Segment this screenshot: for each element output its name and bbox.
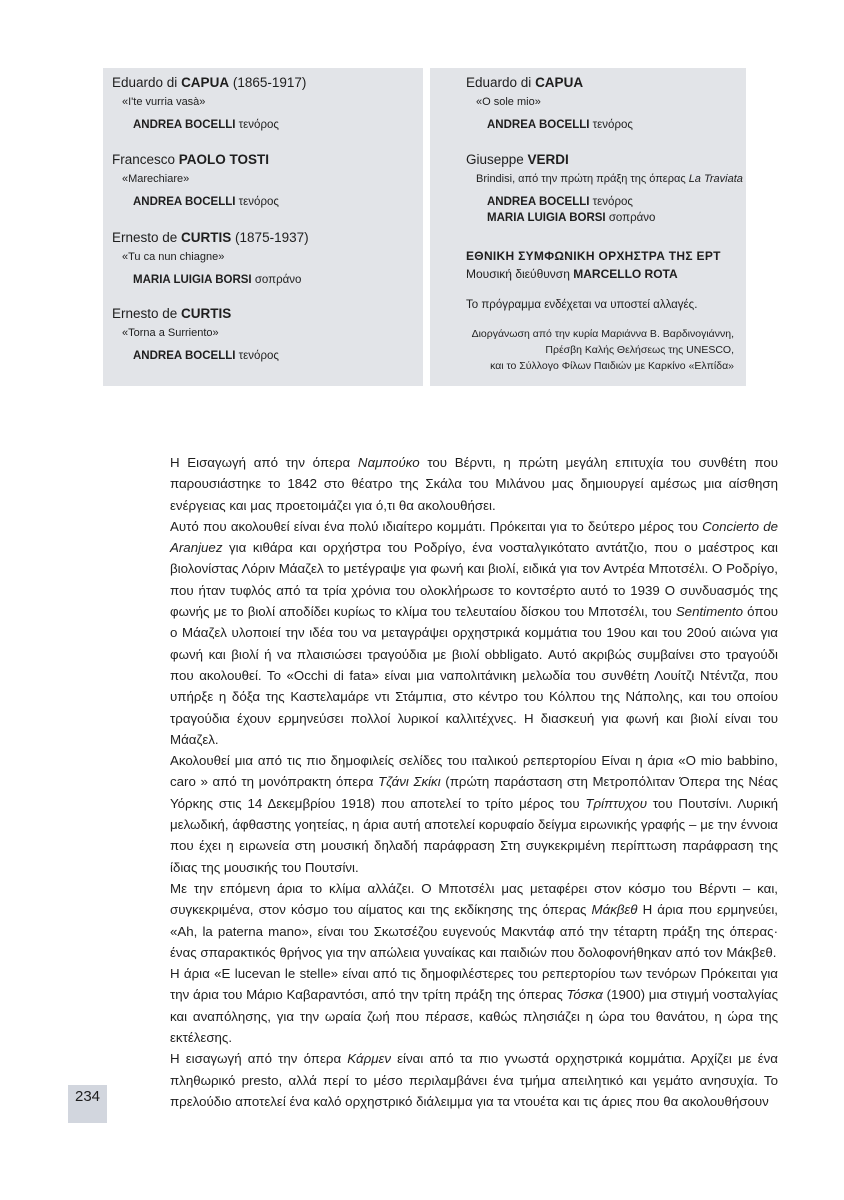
- composer-name: Eduardo di CAPUA: [466, 75, 584, 90]
- composer-name: Eduardo di CAPUA (1865-1917): [112, 75, 307, 90]
- orchestra-name: ΕΘΝΙΚΗ ΣΥΜΦΩΝΙΚΗ ΟΡΧΗΣΤΡΑ ΤΗΣ ΕΡΤ: [466, 249, 721, 263]
- performer: MARIA LUIGIA BORSI σοπράνο: [133, 274, 302, 286]
- performer: ANDREA BOCELLI τενόρος: [133, 119, 279, 131]
- performer: ANDREA BOCELLI τενόρος: [133, 350, 279, 362]
- paragraph: Η Εισαγωγή από την όπερα Ναμπούκο του Βέρντι, η πρώτη μεγάλη επιτυχία του συνθέτη που παρουσιάστηκε το 1842 στο θέατρο της Σκάλα του Μιλάνου μας δημιουργεί αμέσως μια αίσθηση ενέργειας και μας προετοιμάζει για ό,τι θα ακολουθήσει.: [170, 455, 779, 513]
- program-entry: [430, 75, 746, 133]
- work-title: «Marechiare»: [122, 173, 190, 185]
- program-box-right: [430, 68, 746, 386]
- performer: ANDREA BOCELLI τενόρος: [487, 119, 633, 131]
- paragraph: Η άρια «E lucevan le stelle» είναι από τις δημοφιλέστερες του ρεπερτορίου των τενόρων Πρόκειται για την άρια του Μάριο Καβαραντόσι, από την τρίτη πράξη της όπερας Τόσκα (1900) μια στιγμή νοσταλγίας και αναπόλησης, για την ωραία ζωή που πέρασε, καθώς πλησιάζει η ώρα του θανάτου, η ώρα της εκτέλεσης.: [170, 966, 778, 1046]
- performer: ANDREA BOCELLI τενόρος: [133, 196, 279, 208]
- credits: [472, 326, 734, 374]
- program-entry: [430, 152, 746, 226]
- composer-name: Ernesto de CURTIS (1875-1937): [112, 230, 309, 245]
- program-entry: [103, 306, 423, 364]
- page-number: 234: [68, 1085, 107, 1123]
- composer-name: Giuseppe VERDI: [466, 152, 569, 167]
- work-title: «I'te vurria vasà»: [122, 96, 206, 108]
- composer-name: Ernesto de CURTIS: [112, 306, 232, 321]
- performer: MARIA LUIGIA BORSI σοπράνο: [487, 212, 656, 224]
- paragraph: Η εισαγωγή από την όπερα Κάρμεν είναι από τα πιο γνωστά ορχηστρικά κομμάτια. Αρχίζει με ένα πληθωρικό presto, αλλά περί το μέσο περιλαμβάνει ένα τμήμα απειλητικό και γεμάτο ανησυχία. Το πρελούδιο αποτελεί ένα καλό ορχηστρικό διάλειμμα για τα ντουέτα και τις άριες που θα ακολουθήσουν: [170, 1051, 778, 1109]
- body-text: [170, 452, 778, 1112]
- performer: ANDREA BOCELLI τενόρος: [487, 196, 633, 208]
- work-title: Brindisi, από την πρώτη πράξη της όπερας La Traviata: [476, 173, 743, 185]
- program-note: Το πρόγραμμα ενδέχεται να υποστεί αλλαγές.: [466, 299, 698, 311]
- paragraph: Ακολουθεί μια από τις πιο δημοφιλείς σελίδες του ιταλικού ρεπερτορίου Είναι η άρια «O mio babbino, caro » από τη μονόπρακτη όπερα Τζάνι Σκίκι (πρώτη παράσταση στη Μετροπόλιταν Όπερα της Νέας Υόρκης στις 14 Δεκεμβρίου 1918) που αποτελεί το τρίτο μέρος του Τρίπτυχου του Πουτσίνι. Λυρική μελωδική, άφθαστης γοητείας, η άρια αυτή αποτελεί κορυφαίο δείγμα ειρωνικής γραφής – με την έννοια που έχει η ειρωνεία στη μουσική δηλαδή παράφραση Στη συγκεκριμένη περίπτωση παράφραση της ίδιας της μουσικής του Πουτσίνι.: [170, 753, 779, 875]
- program-entry: [103, 230, 423, 288]
- credits-line: και το Σύλλογο Φίλων Παιδιών με Καρκίνο «Ελπίδα»: [490, 360, 734, 372]
- program-box-left: [103, 68, 423, 386]
- work-title: «Torna a Surriento»: [122, 327, 219, 339]
- credits-line: Πρέσβη Καλής Θελήσεως της UNESCO,: [545, 344, 734, 356]
- paragraph: Με την επόμενη άρια το κλίμα αλλάζει. Ο Μποτσέλι μας μεταφέρει στον κόσμο του Βέρντι – και, συγκεκριμένα, στον κόσμο του αίματος και της εκδίκησης της όπερας Μάκβεθ Η άρια που ερμηνεύει, «Ah, la paterna mano», είναι του Σκωτσέζου ευγενούς Μακντάφ από την τέταρτη πράξη της όπερας· ένας σπαρακτικός θρήνος για την απώλεια γυναίκας και παιδιών που δολοφονήθηκαν από τον Μάκβεθ.: [170, 880, 778, 960]
- composer-name: Francesco PAOLO TOSTI: [112, 152, 270, 167]
- conductor: Μουσική διεύθυνση MARCELLO ROTA: [466, 267, 678, 281]
- program-entry: [103, 75, 423, 133]
- work-title: «O sole mio»: [476, 96, 541, 108]
- program-entry: [103, 152, 423, 210]
- work-title: «Tu ca nun chiagne»: [122, 251, 225, 263]
- credits-line: Διοργάνωση από την κυρία Μαριάννα Β. Βαρδινογιάννη,: [471, 328, 734, 340]
- paragraph: Αυτό που ακολουθεί είναι ένα πολύ ιδιαίτερο κομμάτι. Πρόκειται για το δεύτερο μέρος του Concierto de Aranjuez για κιθάρα και ορχήστρα του Ροδρίγο, ένα νοσταλγικότατο αντάτζιο, που ο μαέστρος και βιολονίστας Λόριν Μάαζελ το μετέγραψε για φωνή και βιολί, ειδικά για τον Αντρέα Μποτσέλι. Ο Ροδρίγο, που ήταν τυφλός από τα τρία χρόνια του ολοκλήρωσε το κοντσέρτο αυτό το 1939 Ο συνδυασμός της φωνής με το βιολί αποδίδει κυρίως το κλίμα του τελευταίου δίσκου του Μποτσέλι, του Sentimento όπου ο Μάαζελ υλοποιεί την ιδέα του να μεταγράψει ορχηστρικά κομμάτια του 19ου και του 20ού αιώνα για φωνή και βιολί ή να πλαισιώσει τραγούδια με βιολί obbligato. Αυτό ακριβώς συμβαίνει στο τραγούδι που ακολουθεί. Το «Occhi di fata» είναι μια ναπολιτάνικη μελωδία του συνθέτη Λουίτζι Ντέντζα, που υπήρξε η δόξα της Καστελαμάρε ντι Στάμπια, στο κέντρο του Κόλπου της Νάπολης, και του οποίου τραγούδια έχουν ερμηνεύσει πολλοί λυρικοί καλλιτέχνες. Η διασκευή για φωνή και βιολί είναι του Μάαζελ.: [170, 518, 779, 747]
